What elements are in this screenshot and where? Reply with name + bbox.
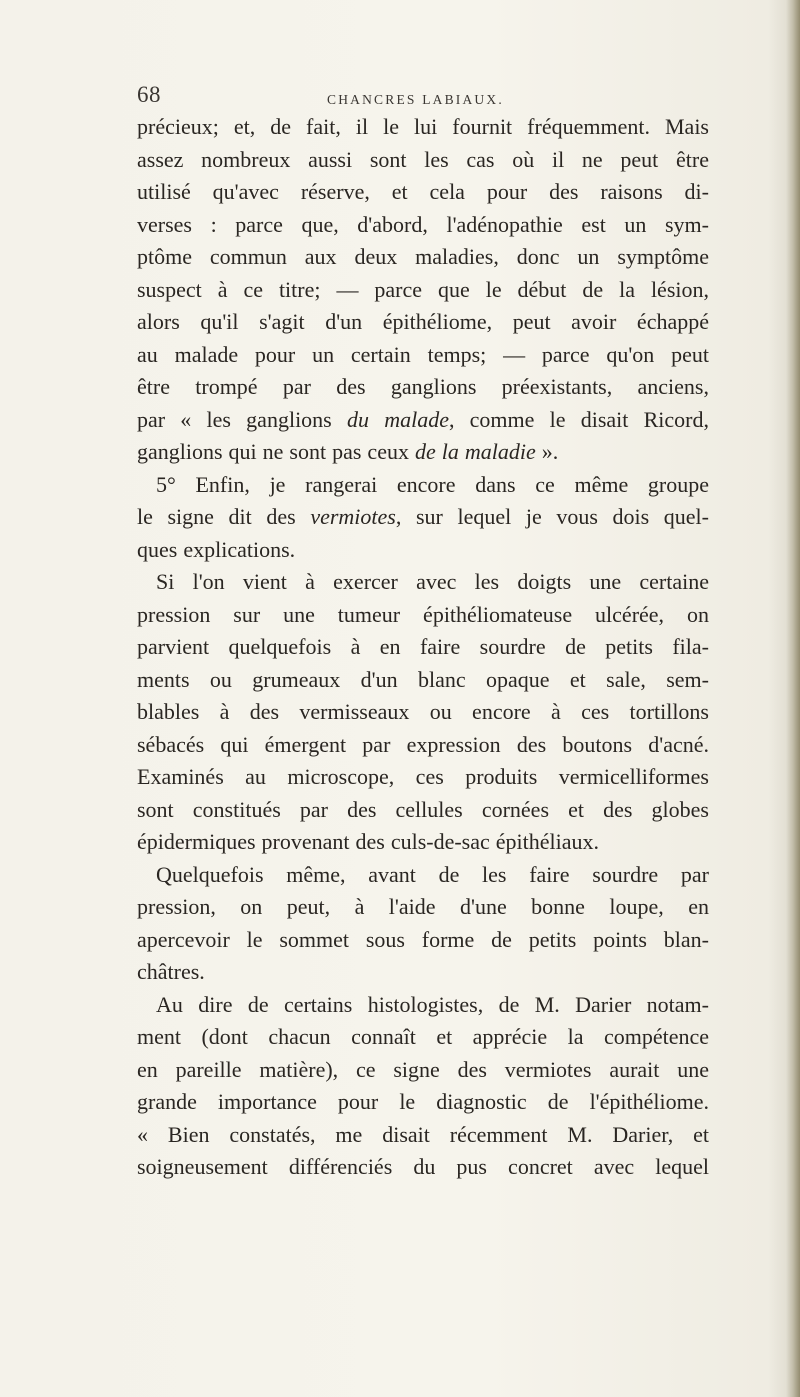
text-line: ments ou grumeaux d'un blanc opaque et sale, sem-: [137, 666, 709, 692]
text-line: sébacés qui émergent par expression des boutons d'acné.: [137, 731, 709, 757]
text-line: au malade pour un certain temps; — parce qu'on peut: [137, 341, 709, 367]
text-line: Examinés au microscope, ces produits vermicelliformes: [137, 764, 709, 789]
text-line: précieux; et, de fait, il le lui fournit fréquemment. Mais: [137, 114, 709, 139]
text-line: le signe dit des vermiotes, sur lequel je vous dois quel-: [137, 504, 709, 529]
text-line: soigneusement différenciés du pus concret avec lequel: [137, 1154, 709, 1179]
text-line: ment (dont chacun connaît et apprécie la compétence: [137, 1024, 709, 1049]
text-line: assez nombreux aussi sont les cas où il ne peut être: [137, 146, 709, 172]
text-line: « Bien constatés, me disait récemment M. Darier, et: [137, 1121, 709, 1147]
page-number: 68: [137, 82, 161, 107]
text-line: Au dire de certains histologistes, de M. Darier notam-: [156, 991, 709, 1017]
text-line: épidermiques provenant des culs-de-sac épithéliaux.: [137, 829, 600, 854]
running-title: CHANCRES LABIAUX.: [327, 92, 504, 107]
text-line: suspect à ce titre; — parce que le début de la lésion,: [137, 276, 709, 302]
text-line: par « les ganglions du malade, comme le disait Ricord,: [137, 406, 709, 432]
text-line: Quelquefois même, avant de les faire sourdre par: [156, 861, 709, 887]
body-text: [137, 111, 709, 1184]
text-line: 5° Enfin, je rangerai encore dans ce même groupe: [156, 471, 709, 497]
text-line: pression, on peut, à l'aide d'une bonne loupe, en: [137, 894, 709, 919]
text-line: ganglions qui ne sont pas ceux de la maladie ».: [137, 439, 559, 464]
text-line: alors qu'il s'agit d'un épithéliome, peut avoir échappé: [137, 309, 709, 334]
text-line: pression sur une tumeur épithéliomateuse ulcérée, on: [137, 601, 709, 627]
text-line: apercevoir le sommet sous forme de petits points blan-: [137, 926, 709, 952]
text-line: utilisé qu'avec réserve, et cela pour des raisons di-: [137, 179, 709, 204]
text-line: grande importance pour le diagnostic de l'épithéliome.: [137, 1089, 709, 1114]
text-line: ques explications.: [137, 536, 296, 562]
text-line: ptôme commun aux deux maladies, donc un symptôme: [137, 244, 709, 269]
italic-phrase: du malade: [346, 406, 449, 432]
italic-phrase: vermiotes: [310, 504, 396, 529]
text-line: être trompé par des ganglions préexistants, anciens,: [137, 374, 709, 399]
italic-phrase: de la maladie: [414, 439, 536, 464]
text-line: verses : parce que, d'abord, l'adénopathie est un sym-: [137, 211, 709, 237]
text-line: blables à des vermisseaux ou encore à ces tortillons: [137, 699, 709, 724]
text-line: châtres.: [137, 959, 205, 984]
text-line: Si l'on vient à exercer avec les doigts une certaine: [156, 569, 709, 594]
page-edge-shadow: [786, 0, 800, 1397]
text-line: sont constitués par des cellules cornées et des globes: [137, 796, 709, 822]
text-line: parvient quelquefois à en faire sourdre de petits fila-: [137, 634, 709, 659]
text-line: en pareille matière), ce signe des vermiotes aurait une: [137, 1056, 709, 1082]
